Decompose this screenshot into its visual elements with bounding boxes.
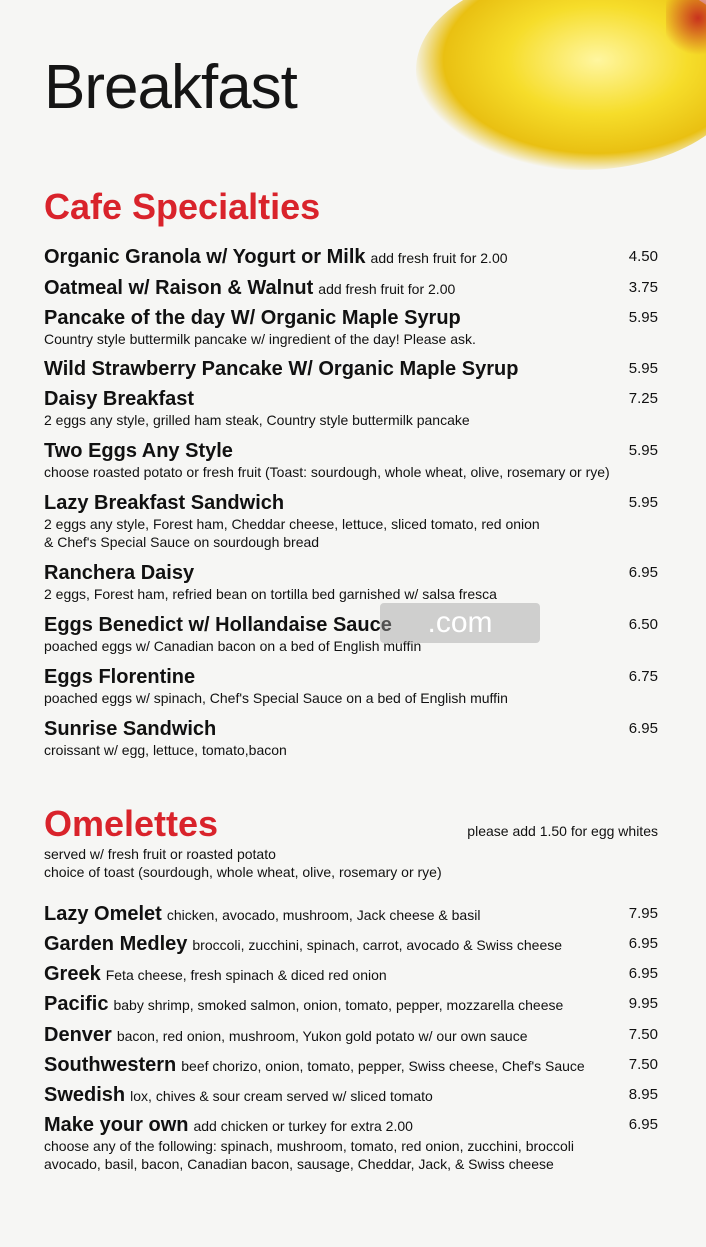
item-name: Wild Strawberry Pancake W/ Organic Maple Syrup [44,358,519,380]
item-name: Greek [44,963,101,985]
item-note: bacon, red onion, mushroom, Yukon gold potato w/ our own sauce [116,1028,528,1044]
menu-item [44,276,658,300]
item-price: 6.95 [628,720,658,737]
item-price: 5.95 [628,494,658,511]
omelettes-heading: Omelettes [44,803,219,844]
item-note: chicken, avocado, mushroom, Jack cheese & basil [166,907,481,923]
item-description: choose roasted potato or fresh fruit (Toast: sourdough, whole wheat, olive, rosemary or rye) [44,464,610,480]
item-price: 7.50 [628,1056,658,1073]
item-description: & Chef's Special Sauce on sourdough bread [44,534,320,550]
menu-item [44,613,658,655]
menu-item [44,306,658,348]
item-note: broccoli, zucchini, spinach, carrot, avocado & Swiss cheese [192,937,563,953]
item-note: baby shrimp, smoked salmon, onion, tomato, pepper, mozzarella cheese [113,997,564,1013]
menu-item [44,1083,658,1107]
item-description: choose any of the following: spinach, mushroom, tomato, red onion, zucchini, broccoli [44,1138,574,1154]
item-name: Make your own [44,1114,189,1136]
item-name: Sunrise Sandwich [44,718,217,740]
item-name: Lazy Omelet [44,903,162,925]
item-price: 5.95 [628,360,658,377]
item-name: Pancake of the day W/ Organic Maple Syrup [44,307,461,329]
item-description: poached eggs w/ Canadian bacon on a bed of English muffin [44,638,422,654]
menu-item [44,932,658,956]
item-price: 6.95 [628,935,658,952]
item-note: add fresh fruit for 2.00 [318,281,456,297]
item-note: add chicken or turkey for extra 2.00 [193,1118,413,1134]
item-price: 6.75 [628,668,658,685]
item-price: 3.75 [628,279,658,296]
menu-item [44,665,658,707]
plate-photo [416,0,706,170]
menu-item [44,992,658,1016]
tomato-photo [666,0,706,60]
menu-item [44,491,658,551]
page-title: Breakfast [44,53,297,122]
item-name: Swedish [44,1084,126,1106]
menu-item [44,1113,658,1173]
item-price: 6.50 [628,616,658,633]
item-name: Lazy Breakfast Sandwich [44,492,285,514]
item-note: add fresh fruit for 2.00 [370,250,508,266]
item-description: croissant w/ egg, lettuce, tomato,bacon [44,742,287,758]
omelettes-served-with: served w/ fresh fruit or roasted potato [44,846,276,862]
cafe-specialties-heading: Cafe Specialties [44,186,321,227]
menu-item [44,1023,658,1047]
item-price: 7.95 [628,905,658,922]
item-name: Garden Medley [44,933,188,955]
item-name: Denver [44,1024,112,1046]
item-note: beef chorizo, onion, tomato, pepper, Swiss cheese, Chef's Sauce [181,1058,585,1074]
item-description: poached eggs w/ spinach, Chef's Special Sauce on a bed of English muffin [44,690,508,706]
menu-item [44,357,658,381]
item-name: Oatmeal w/ Raison & Walnut [44,277,314,299]
item-price: 6.95 [628,965,658,982]
menu-item [44,439,658,481]
menu-item [44,902,658,926]
item-description: 2 eggs any style, grilled ham steak, Country style buttermilk pancake [44,412,470,428]
omelettes-subtitle [44,845,442,881]
menu-item [44,245,658,269]
watermark: .com [380,603,540,643]
item-price: 7.50 [628,1026,658,1043]
item-note: lox, chives & sour cream served w/ sliced tomato [130,1088,433,1104]
omelettes-toast-choice: choice of toast (sourdough, whole wheat, olive, rosemary or rye) [44,864,442,880]
item-name: Eggs Benedict w/ Hollandaise Sauce [44,614,392,636]
item-note: Feta cheese, fresh spinach & diced red onion [105,967,387,983]
menu-item [44,561,658,603]
item-price: 5.95 [628,309,658,326]
item-name: Southwestern [44,1054,177,1076]
menu-item [44,962,658,986]
item-price: 5.95 [628,442,658,459]
item-name: Pacific [44,993,109,1015]
egg-whites-note: please add 1.50 for egg whites [467,823,658,839]
item-name: Ranchera Daisy [44,562,195,584]
item-price: 8.95 [628,1086,658,1103]
item-description: avocado, basil, bacon, Canadian bacon, sausage, Cheddar, Jack, & Swiss cheese [44,1156,554,1172]
menu-item [44,717,658,759]
item-name: Eggs Florentine [44,666,196,688]
menu-item [44,1053,658,1077]
item-price: 7.25 [628,390,658,407]
item-price: 4.50 [628,248,658,265]
item-price: 6.95 [628,564,658,581]
item-name: Daisy Breakfast [44,388,195,410]
item-name: Two Eggs Any Style [44,440,233,462]
item-price: 9.95 [628,995,658,1012]
item-description: Country style buttermilk pancake w/ ingredient of the day! Please ask. [44,331,476,347]
menu-item [44,387,658,429]
item-name: Organic Granola w/ Yogurt or Milk [44,246,366,268]
item-price: 6.95 [628,1116,658,1133]
item-description: 2 eggs any style, Forest ham, Cheddar cheese, lettuce, sliced tomato, red onion [44,516,540,532]
item-description: 2 eggs, Forest ham, refried bean on tortilla bed garnished w/ salsa fresca [44,586,497,602]
